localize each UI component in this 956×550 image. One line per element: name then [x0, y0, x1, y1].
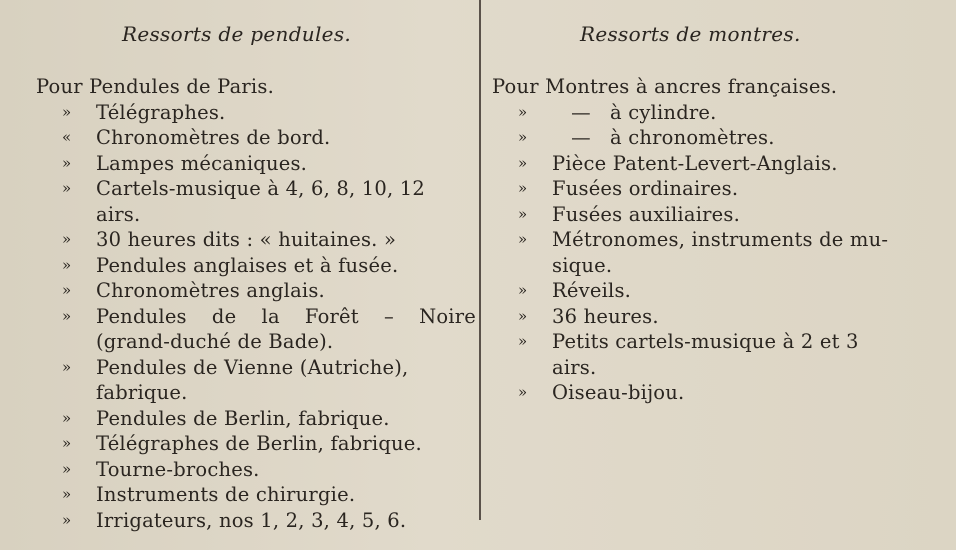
left-item-line — [36, 227, 476, 253]
left-heading: Ressorts de pendules. — [122, 22, 352, 46]
left-item-line — [36, 457, 476, 483]
left-item-text: (grand-duché de Bade). — [96, 330, 334, 353]
left-item-text: Pendules de Vienne (Autriche), — [96, 355, 409, 379]
left-lead-line — [36, 74, 476, 100]
left-item-line — [36, 431, 476, 457]
ditto-mark: » — [62, 510, 72, 529]
ditto-mark: » — [62, 408, 72, 427]
right-item-text: airs. — [552, 355, 597, 379]
ditto-mark: » — [518, 102, 528, 121]
ditto-mark: » — [518, 383, 528, 401]
right-item-text: Fusées ordinaires. — [552, 177, 739, 200]
ditto-mark: » — [518, 179, 528, 197]
left-item-text: Pendules de Berlin, fabrique. — [96, 406, 390, 430]
left-item-text: Tourne-broches. — [96, 457, 260, 481]
ditto-mark: « — [62, 128, 72, 146]
ditto-mark: » — [518, 230, 528, 248]
ditto-mark: » — [62, 459, 72, 478]
right-item-line — [492, 329, 932, 355]
left-item-line — [36, 329, 476, 355]
left-item-text: Chronomètres anglais. — [96, 279, 325, 302]
left-item-line — [36, 304, 476, 330]
right-item-text — [492, 100, 932, 126]
left-item-text: Instruments de chirurgie. — [96, 483, 356, 506]
ditto-mark: » — [518, 128, 528, 146]
left-item-line — [36, 151, 476, 177]
left-item-line — [36, 125, 476, 151]
left-item-text: Lampes mécaniques. — [96, 151, 308, 175]
ditto-mark: » — [518, 204, 528, 223]
ditto-mark: » — [62, 281, 72, 299]
left-item-text: 30 heures dits : « huitaines. » — [96, 228, 397, 251]
right-item-line — [492, 278, 932, 304]
right-item-line — [492, 355, 932, 381]
left-item-text: Cartels-musique à 4, 6, 8, 10, 12 — [96, 177, 426, 200]
left-item-line — [36, 406, 476, 432]
left-item-text: Télégraphes. — [96, 100, 226, 124]
right-column — [492, 74, 932, 406]
ditto-mark: » — [62, 179, 72, 197]
left-item-text: Télégraphes de Berlin, fabrique. — [96, 432, 422, 455]
ditto-mark: » — [62, 102, 72, 121]
ditto-mark: » — [62, 230, 72, 248]
left-item-text: Pendules anglaises et à fusée. — [96, 253, 399, 277]
right-item-line — [492, 100, 932, 126]
right-item-text — [492, 125, 932, 151]
left-column — [36, 74, 476, 533]
left-item-text: Irrigateurs, nos 1, 2, 3, 4, 5, 6. — [96, 508, 407, 532]
right-item-line — [492, 176, 932, 202]
right-lead-text: Pour Montres à ancres françaises. — [492, 75, 838, 98]
ditto-mark: » — [518, 306, 528, 325]
right-item-text: Fusées auxiliaires. — [552, 202, 741, 226]
left-item-text: Chronomètres de bord. — [96, 126, 331, 149]
left-item-line — [36, 508, 476, 534]
right-item-text: Réveils. — [552, 279, 632, 302]
left-item-line — [36, 355, 476, 381]
right-item-text: Oiseau-bijou. — [552, 381, 685, 404]
right-lead-line — [492, 74, 932, 100]
right-item-text: Métronomes, instruments de mu- — [552, 228, 889, 251]
ditto-mark: » — [62, 255, 72, 274]
left-item-line — [36, 202, 476, 228]
right-item-label: à chronomètres. — [610, 126, 775, 149]
right-heading: Ressorts de montres. — [580, 22, 801, 46]
left-item-line — [36, 176, 476, 202]
right-item-text: Petits cartels-musique à 2 et 3 — [552, 330, 859, 353]
left-lead-text: Pour Pendules de Paris. — [36, 75, 274, 98]
ditto-mark: » — [62, 357, 72, 376]
column-divider — [479, 0, 481, 520]
right-item-text: 36 heures. — [552, 304, 659, 328]
right-item-line — [492, 125, 932, 151]
right-item-line — [492, 380, 932, 406]
ditto-mark: » — [518, 281, 528, 299]
ditto-mark: » — [518, 153, 528, 172]
right-item-line — [492, 202, 932, 228]
ditto-mark: » — [62, 306, 72, 325]
left-item-text: Pendules de la Forêt – Noire — [96, 304, 476, 328]
ditto-dash: — — [571, 126, 591, 149]
ditto-dash: — — [571, 100, 591, 124]
ditto-mark: » — [62, 153, 72, 172]
left-item-line — [36, 380, 476, 406]
ditto-mark: » — [62, 434, 72, 452]
left-item-line — [36, 482, 476, 508]
ditto-mark: » — [62, 485, 72, 503]
ditto-mark: » — [518, 332, 528, 350]
left-item-line — [36, 100, 476, 126]
right-item-label: à cylindre. — [610, 100, 717, 124]
right-item-line — [492, 227, 932, 253]
left-item-line — [36, 253, 476, 279]
right-item-line — [492, 253, 932, 279]
right-item-line — [492, 151, 932, 177]
right-item-text: Pièce Patent-Levert-Anglais. — [552, 151, 838, 175]
left-item-line — [36, 278, 476, 304]
left-item-text: airs. — [96, 202, 141, 226]
right-item-line — [492, 304, 932, 330]
right-item-text: sique. — [552, 253, 613, 277]
left-item-text: fabrique. — [96, 381, 188, 404]
